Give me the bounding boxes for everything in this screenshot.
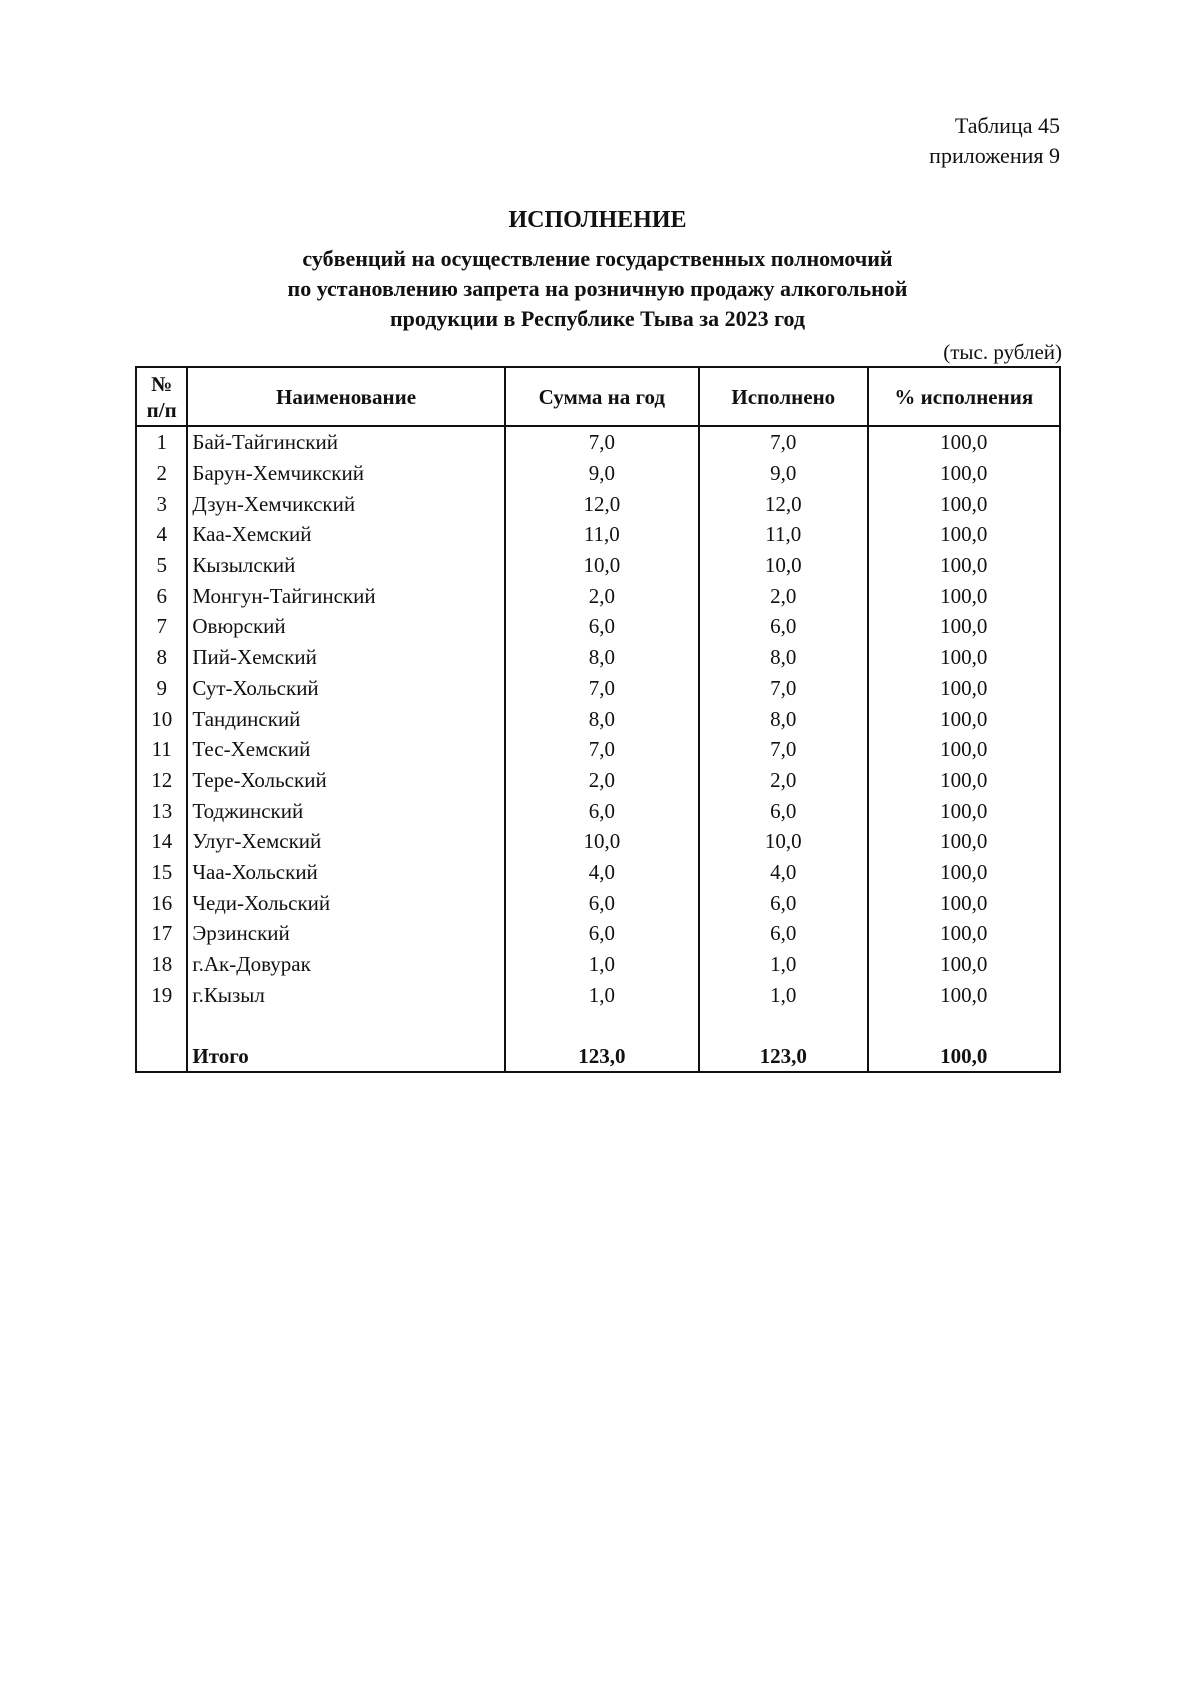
table-row	[136, 673, 1060, 704]
table-reference: Таблица 45	[954, 113, 1060, 138]
row-done-cell: 8,0	[699, 642, 868, 673]
row-percent-cell: 100,0	[868, 426, 1060, 458]
row-name-cell: Каа-Хемский	[187, 519, 504, 550]
row-sum-cell: 9,0	[505, 458, 699, 489]
column-header-number-line2: п/п	[146, 397, 177, 422]
table-row	[136, 918, 1060, 949]
row-done-cell: 6,0	[699, 918, 868, 949]
table-row	[136, 519, 1060, 550]
row-name-cell: Тандинский	[187, 703, 504, 734]
row-percent-cell: 100,0	[868, 857, 1060, 888]
row-sum-cell: 7,0	[505, 734, 699, 765]
row-percent-cell: 100,0	[868, 550, 1060, 581]
row-sum-cell: 6,0	[505, 611, 699, 642]
row-done-cell: 8,0	[699, 703, 868, 734]
execution-table	[135, 366, 1061, 1073]
column-header-percent: % исполнения	[868, 367, 1060, 426]
total-done-cell: 123,0	[699, 1041, 868, 1073]
row-done-cell: 6,0	[699, 611, 868, 642]
table-total-row	[136, 1041, 1060, 1073]
row-done-cell: 2,0	[699, 580, 868, 611]
table-row	[136, 949, 1060, 980]
row-name-cell: Тоджинский	[187, 795, 504, 826]
row-sum-cell: 12,0	[505, 488, 699, 519]
row-sum-cell: 2,0	[505, 580, 699, 611]
row-number-cell: 16	[136, 887, 187, 918]
table-spacer-row	[136, 1010, 1060, 1041]
row-name-cell: Пий-Хемский	[187, 642, 504, 673]
row-sum-cell: 7,0	[505, 673, 699, 704]
row-name-cell: Чаа-Хольский	[187, 857, 504, 888]
row-number-cell: 10	[136, 703, 187, 734]
row-done-cell: 7,0	[699, 673, 868, 704]
table-row	[136, 979, 1060, 1010]
row-done-cell: 1,0	[699, 979, 868, 1010]
row-percent-cell: 100,0	[868, 734, 1060, 765]
row-sum-cell: 1,0	[505, 979, 699, 1010]
row-percent-cell: 100,0	[868, 673, 1060, 704]
row-percent-cell: 100,0	[868, 519, 1060, 550]
row-done-cell: 1,0	[699, 949, 868, 980]
row-percent-cell: 100,0	[868, 826, 1060, 857]
row-sum-cell: 8,0	[505, 703, 699, 734]
row-number-cell: 12	[136, 765, 187, 796]
row-number-cell: 7	[136, 611, 187, 642]
units-label: (тыс. рублей)	[943, 340, 1062, 364]
table-row	[136, 857, 1060, 888]
row-sum-cell: 6,0	[505, 795, 699, 826]
row-sum-cell: 6,0	[505, 887, 699, 918]
row-done-cell: 12,0	[699, 488, 868, 519]
row-sum-cell: 4,0	[505, 857, 699, 888]
row-name-cell: Монгун-Тайгинский	[187, 580, 504, 611]
table-row	[136, 703, 1060, 734]
row-done-cell: 6,0	[699, 795, 868, 826]
table-row	[136, 488, 1060, 519]
appendix-reference: приложения 9	[929, 143, 1060, 168]
row-name-cell: Бай-Тайгинский	[187, 426, 504, 458]
row-sum-cell: 1,0	[505, 949, 699, 980]
table-row	[136, 826, 1060, 857]
document-subtitle-line-1: субвенций на осуществление государственных полномочий	[302, 246, 893, 271]
row-percent-cell: 100,0	[868, 979, 1060, 1010]
row-name-cell: Овюрский	[187, 611, 504, 642]
row-percent-cell: 100,0	[868, 949, 1060, 980]
row-name-cell: Эрзинский	[187, 918, 504, 949]
row-number-cell: 9	[136, 673, 187, 704]
row-percent-cell: 100,0	[868, 642, 1060, 673]
table-row	[136, 426, 1060, 458]
row-done-cell: 4,0	[699, 857, 868, 888]
row-percent-cell: 100,0	[868, 795, 1060, 826]
row-number-cell: 18	[136, 949, 187, 980]
column-header-done: Исполнено	[699, 367, 868, 426]
row-sum-cell: 2,0	[505, 765, 699, 796]
table-row	[136, 734, 1060, 765]
row-number-cell: 13	[136, 795, 187, 826]
row-done-cell: 7,0	[699, 426, 868, 458]
row-name-cell: Барун-Хемчикский	[187, 458, 504, 489]
total-sum-cell: 123,0	[505, 1041, 699, 1073]
row-name-cell: Улуг-Хемский	[187, 826, 504, 857]
row-sum-cell: 10,0	[505, 550, 699, 581]
row-name-cell: г.Ак-Довурак	[187, 949, 504, 980]
row-done-cell: 10,0	[699, 550, 868, 581]
row-sum-cell: 7,0	[505, 426, 699, 458]
column-header-sum: Сумма на год	[505, 367, 699, 426]
table-body	[136, 426, 1060, 1072]
row-name-cell: Сут-Хольский	[187, 673, 504, 704]
row-done-cell: 2,0	[699, 765, 868, 796]
row-sum-cell: 8,0	[505, 642, 699, 673]
table-row	[136, 611, 1060, 642]
row-done-cell: 11,0	[699, 519, 868, 550]
table-row	[136, 642, 1060, 673]
row-number-cell: 14	[136, 826, 187, 857]
row-percent-cell: 100,0	[868, 765, 1060, 796]
row-done-cell: 10,0	[699, 826, 868, 857]
row-number-cell: 5	[136, 550, 187, 581]
total-percent-cell: 100,0	[868, 1041, 1060, 1073]
row-number-cell: 17	[136, 918, 187, 949]
row-done-cell: 9,0	[699, 458, 868, 489]
row-sum-cell: 10,0	[505, 826, 699, 857]
table-row	[136, 580, 1060, 611]
row-name-cell: Тес-Хемский	[187, 734, 504, 765]
row-number-cell: 11	[136, 734, 187, 765]
row-percent-cell: 100,0	[868, 918, 1060, 949]
row-number-cell: 3	[136, 488, 187, 519]
total-label-cell: Итого	[187, 1041, 504, 1073]
row-number-cell: 15	[136, 857, 187, 888]
row-number-cell: 8	[136, 642, 187, 673]
row-percent-cell: 100,0	[868, 580, 1060, 611]
table-row	[136, 795, 1060, 826]
document-subtitle-line-2: по установлению запрета на розничную продажу алкогольной	[287, 276, 908, 301]
row-name-cell: Тере-Хольский	[187, 765, 504, 796]
row-percent-cell: 100,0	[868, 887, 1060, 918]
table-header	[136, 367, 1060, 426]
row-name-cell: Чеди-Хольский	[187, 887, 504, 918]
row-percent-cell: 100,0	[868, 458, 1060, 489]
column-header-name: Наименование	[187, 367, 504, 426]
row-sum-cell: 6,0	[505, 918, 699, 949]
document-title: ИСПОЛНЕНИЕ	[508, 207, 687, 233]
table-row	[136, 458, 1060, 489]
row-number-cell: 6	[136, 580, 187, 611]
column-header-number	[136, 367, 187, 426]
row-name-cell: г.Кызыл	[187, 979, 504, 1010]
row-name-cell: Кызылский	[187, 550, 504, 581]
row-number-cell: 19	[136, 979, 187, 1010]
table-row	[136, 887, 1060, 918]
document-subtitle-line-3: продукции в Республике Тыва за 2023 год	[389, 306, 806, 331]
row-number-cell: 2	[136, 458, 187, 489]
row-name-cell: Дзун-Хемчикский	[187, 488, 504, 519]
row-number-cell: 4	[136, 519, 187, 550]
row-percent-cell: 100,0	[868, 611, 1060, 642]
table-row	[136, 550, 1060, 581]
row-percent-cell: 100,0	[868, 703, 1060, 734]
row-percent-cell: 100,0	[868, 488, 1060, 519]
row-done-cell: 6,0	[699, 887, 868, 918]
total-number-cell	[136, 1041, 187, 1073]
row-number-cell: 1	[136, 426, 187, 458]
row-done-cell: 7,0	[699, 734, 868, 765]
column-header-number-line1: №	[151, 371, 173, 396]
row-sum-cell: 11,0	[505, 519, 699, 550]
table-row	[136, 765, 1060, 796]
